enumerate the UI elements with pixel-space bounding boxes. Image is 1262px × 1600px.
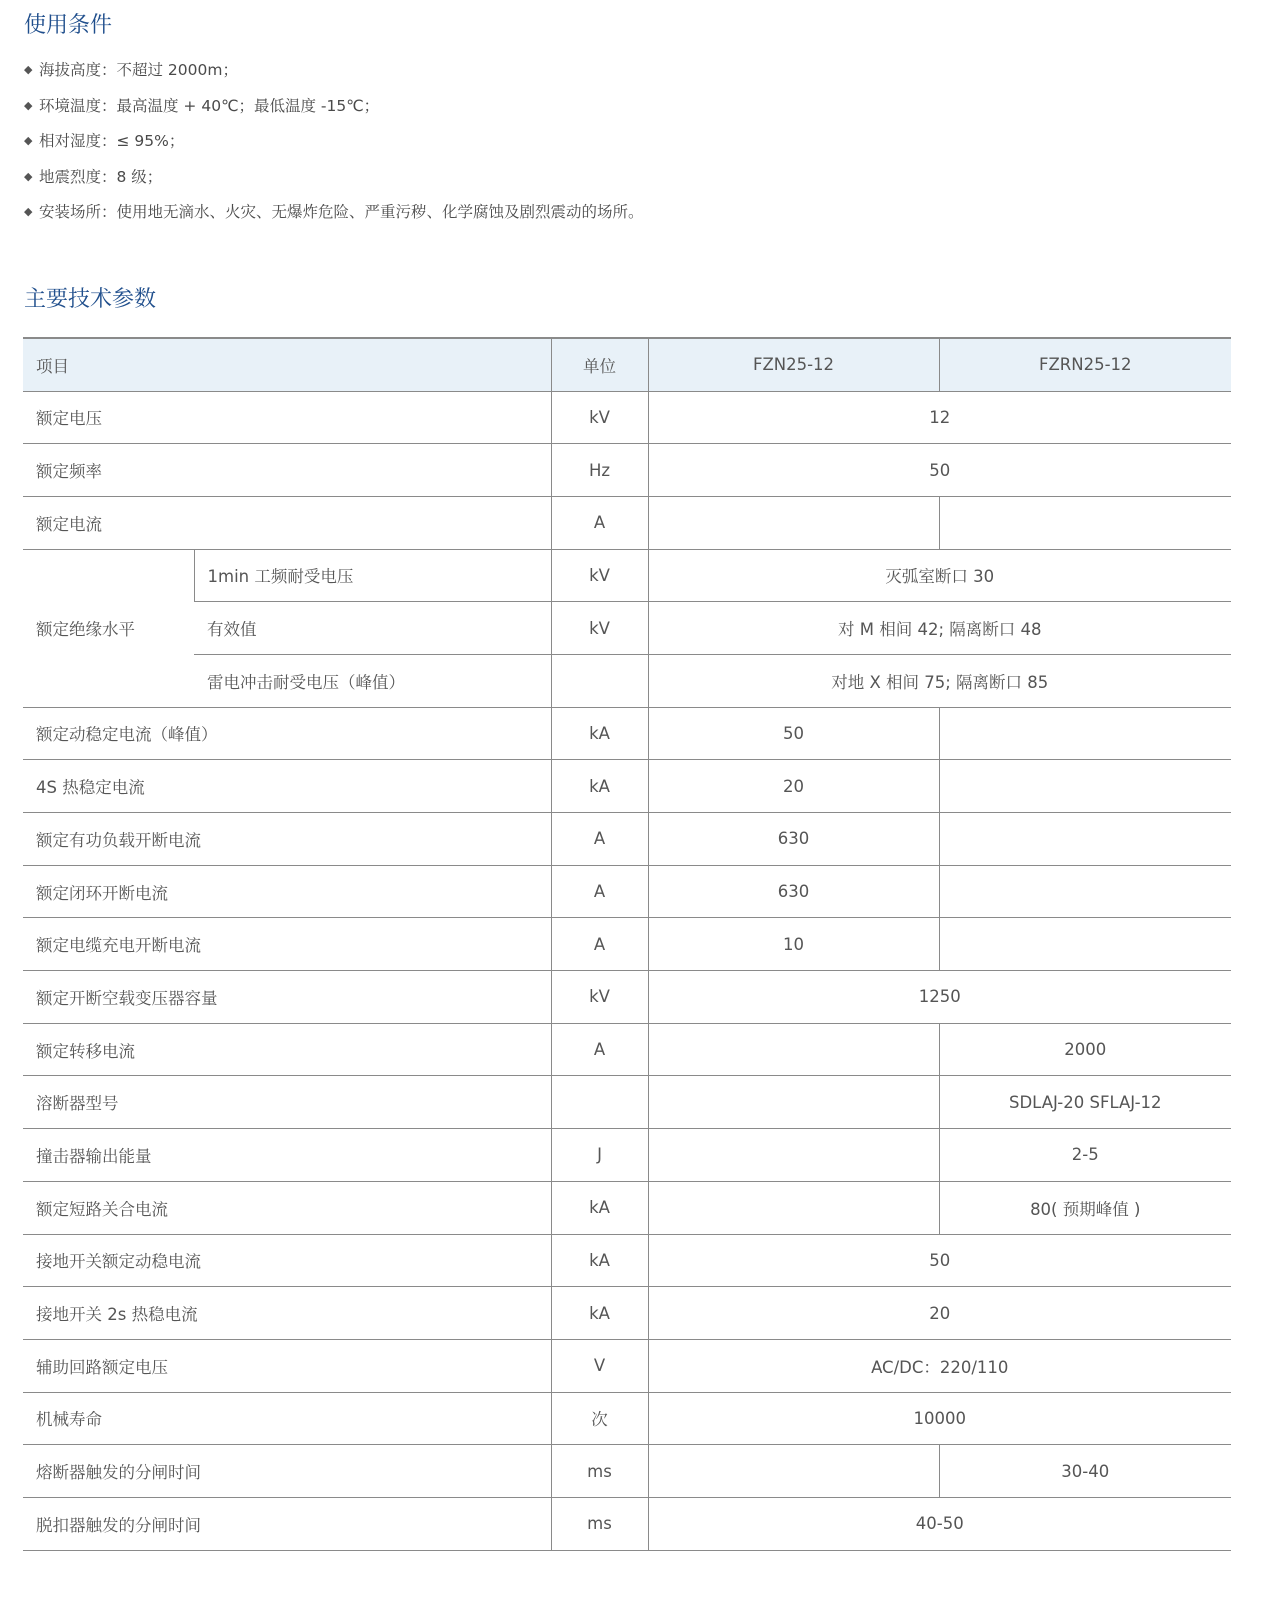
row-unit [551,654,648,707]
row-value: 灭弧室断口 30 [648,549,1231,602]
list-item [24,92,644,128]
table-row [23,1392,1231,1445]
row-value: 50 [648,1234,1231,1287]
row-fzrn-value: 30-40 [939,1445,1231,1498]
row-unit: kA [551,1287,648,1340]
row-label: 额定电流 [23,496,551,549]
conditions-title: 使用条件 [24,13,113,38]
row-fzn-value: 10 [648,918,939,971]
row-value: 50 [648,444,1231,497]
row-label: 4S 热稳定电流 [23,760,551,813]
table-row [23,1181,1231,1234]
row-unit: J [551,1129,648,1182]
bullet-icon: ◆ [24,63,33,76]
row-value: 对地 X 相间 75; 隔离断口 85 [648,654,1231,707]
table-row [23,654,1231,707]
row-fzrn-value: SDLAJ-20 SFLAJ-12 [939,1076,1231,1129]
table-row [23,1234,1231,1287]
table-row [23,391,1231,444]
row-fzrn-value [939,918,1231,971]
row-label: 接地开关 2s 热稳电流 [23,1287,551,1340]
table-header-row [23,338,1231,391]
bullet-icon: ◆ [24,169,33,183]
row-label: 辅助回路额定电压 [23,1339,551,1392]
condition-text: 相对湿度：≤ 95%； [39,132,185,150]
table-row [23,971,1231,1024]
row-unit: A [551,813,648,866]
row-fzn-value: 630 [648,865,939,918]
row-value: 12 [648,391,1231,444]
row-unit: A [551,496,648,549]
row-fzrn-value [939,760,1231,813]
table-row [23,1497,1231,1550]
row-fzn-value [648,1445,939,1498]
row-sublabel: 有效值 [194,602,551,655]
condition-text: 安装场所：使用地无滴水、火灾、无爆炸危险、严重污秽、化学腐蚀及剧烈震动的场所。 [39,203,644,221]
row-label: 额定闭环开断电流 [23,865,551,918]
row-value: 40-50 [648,1497,1231,1550]
row-fzn-value [648,496,939,549]
table-row [23,602,1231,655]
row-unit: kA [551,1181,648,1234]
row-fzrn-value [939,813,1231,866]
row-label: 额定有功负载开断电流 [23,813,551,866]
row-unit: kA [551,1234,648,1287]
table-row [23,707,1231,760]
header-fzrn: FZRN25-12 [939,338,1231,391]
params-title: 主要技术参数 [24,287,157,312]
row-fzrn-value: 2-5 [939,1129,1231,1182]
bullet-icon: ◆ [24,205,33,218]
row-label: 溶断器型号 [23,1076,551,1129]
list-item [24,163,644,199]
row-fzrn-value [939,496,1231,549]
list-item [24,127,644,163]
row-label: 额定频率 [23,444,551,497]
row-value: 1250 [648,971,1231,1024]
row-label: 机械寿命 [23,1392,551,1445]
row-unit: A [551,865,648,918]
row-label: 额定转移电流 [23,1023,551,1076]
table-row [23,549,1231,602]
header-fzn: FZN25-12 [648,338,939,391]
row-label: 额定短路关合电流 [23,1181,551,1234]
row-sublabel: 雷电冲击耐受电压（峰值） [194,654,551,707]
row-fzrn-value [939,865,1231,918]
conditions-list [24,56,644,234]
list-item [24,198,644,234]
row-fzrn-value [939,707,1231,760]
row-unit: V [551,1339,648,1392]
header-item: 项目 [23,338,551,391]
row-value: 10000 [648,1392,1231,1445]
row-fzrn-value: 2000 [939,1023,1231,1076]
condition-text: 环境温度：最高温度 + 40℃；最低温度 -15℃； [39,96,380,115]
insulation-label: 额定绝缘水平 [23,549,194,707]
header-unit: 单位 [551,338,648,391]
row-unit: 次 [551,1392,648,1445]
row-unit: kA [551,760,648,813]
row-unit: ms [551,1497,648,1550]
row-unit: kV [551,391,648,444]
table-row [23,813,1231,866]
table-row [23,1445,1231,1498]
row-label: 熔断器触发的分闸时间 [23,1445,551,1498]
list-item [24,56,644,92]
row-unit: kV [551,971,648,1024]
row-unit: Hz [551,444,648,497]
row-value: AC/DC：220/110 [648,1339,1231,1392]
row-fzn-value: 50 [648,707,939,760]
table-row [23,1339,1231,1392]
row-fzn-value [648,1076,939,1129]
table-row [23,1023,1231,1076]
row-label: 额定动稳定电流（峰值） [23,707,551,760]
row-unit: A [551,918,648,971]
table-row [23,918,1231,971]
row-fzrn-value: 80( 预期峰值 ) [939,1181,1231,1234]
row-value: 对 M 相间 42; 隔离断口 48 [648,602,1231,655]
row-label: 额定电缆充电开断电流 [23,918,551,971]
condition-text: 地震烈度：8 级； [39,167,163,186]
condition-text: 海拔高度：不超过 2000m； [39,61,238,79]
row-fzn-value: 20 [648,760,939,813]
row-fzn-value [648,1129,939,1182]
row-label: 额定开断空载变压器容量 [23,971,551,1024]
row-fzn-value: 630 [648,813,939,866]
table-row [23,760,1231,813]
table-row [23,1076,1231,1129]
row-value: 20 [648,1287,1231,1340]
bullet-icon: ◆ [24,98,33,112]
row-label: 脱扣器触发的分闸时间 [23,1497,551,1550]
table-row [23,1287,1231,1340]
row-unit [551,1076,648,1129]
row-label: 接地开关额定动稳电流 [23,1234,551,1287]
row-unit: A [551,1023,648,1076]
row-unit: kV [551,602,648,655]
row-label: 撞击器输出能量 [23,1129,551,1182]
table-row [23,865,1231,918]
table-row [23,444,1231,497]
table-row [23,496,1231,549]
row-fzn-value [648,1023,939,1076]
row-sublabel: 1min 工频耐受电压 [194,549,551,602]
row-fzn-value [648,1181,939,1234]
row-unit: ms [551,1445,648,1498]
row-unit: kV [551,549,648,602]
bullet-icon: ◆ [24,134,33,147]
row-label: 额定电压 [23,391,551,444]
params-table [23,337,1231,1551]
table-row [23,1129,1231,1182]
row-unit: kA [551,707,648,760]
